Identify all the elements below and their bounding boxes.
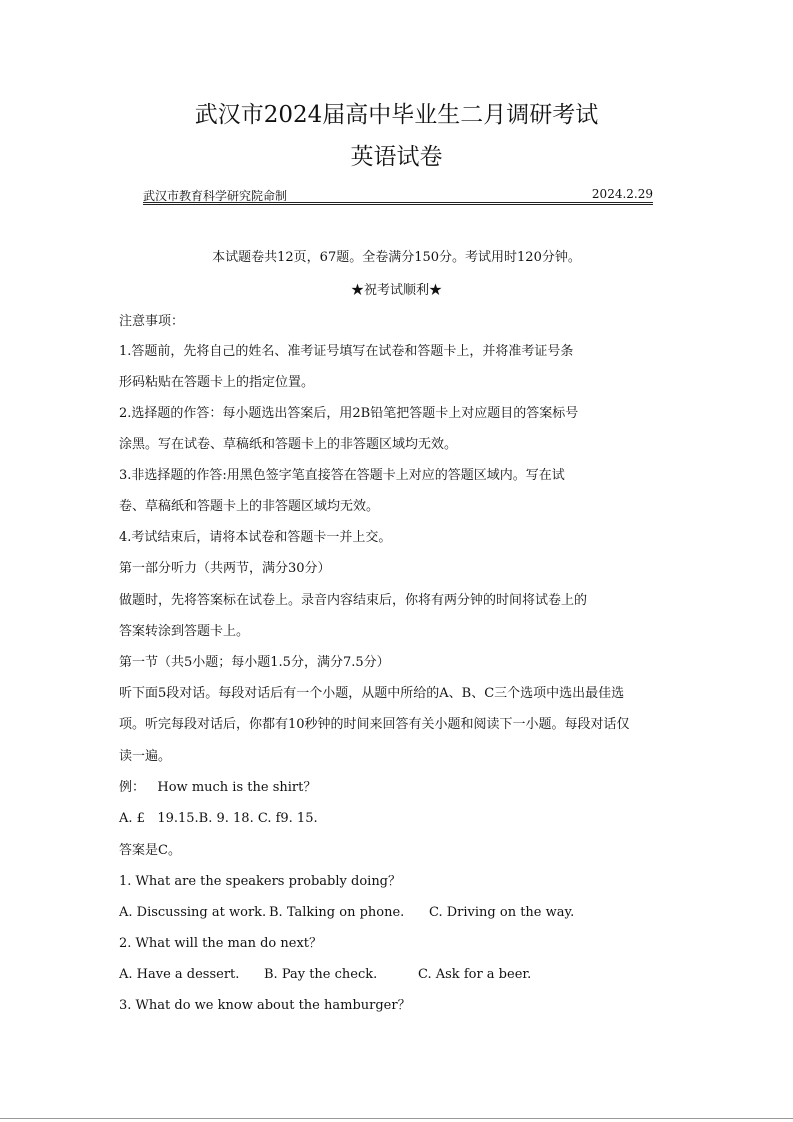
notice-heading: 注意事项：	[119, 314, 185, 329]
option-b: B. Talking on phone.	[269, 905, 405, 920]
header-bar	[143, 187, 653, 203]
note-line: 卷、草稿纸和答题卡上的非答题区域均无效。	[119, 499, 380, 514]
section1-instruction: 项。听完每段对话后，你都有10秒钟的时间来回答有关小题和阅读下一小题。每段对话仅	[119, 717, 630, 732]
option-a: A. Have a dessert.	[119, 967, 240, 982]
option-c: C. Ask for a beer.	[418, 967, 532, 982]
exam-summary: 本试题卷共12页，67题。全卷满分150分。考试用时120分钟。	[212, 250, 581, 265]
publisher-label: 武汉市教育科学研究院命制	[143, 189, 288, 203]
note-line: 4.考试结束后，请将本试卷和答题卡一并上交。	[119, 530, 392, 545]
good-luck-line: ★祝考试顺利★	[350, 283, 442, 298]
section1-heading: 第一节（共5小题；每小题1.5分，满分7.5分）	[119, 655, 390, 670]
question-stem: 3. What do we know about the hamburger？	[119, 998, 411, 1013]
note-line: 1.答题前，先将自己的姓名、准考证号填写在试卷和答题卡上，并将准考证号条	[119, 344, 574, 359]
page-bottom-edge	[0, 1118, 793, 1119]
section1-instruction: 听下面5段对话。每段对话后有一个小题，从题中所给的A、B、C三个选项中选出最佳选	[119, 686, 625, 701]
example-answer: 答案是C。	[119, 843, 181, 858]
part1-instruction: 做题时，先将答案标在试卷上。录音内容结束后，你将有两分钟的时间将试卷上的	[119, 593, 588, 608]
exam-date: 2024.2.29	[591, 187, 653, 201]
option-a: A. Discussing at work.	[119, 905, 267, 920]
note-line: 涂黑。写在试卷、草稿纸和答题卡上的非答题区域均无效。	[119, 437, 458, 452]
option-b: B. Pay the check.	[264, 967, 378, 982]
exam-title: 武汉市2024届高中毕业生二月调研考试	[194, 102, 599, 128]
option-c: C. Driving on the way.	[429, 905, 575, 920]
question-stem: 1. What are the speakers probably doing？	[119, 874, 402, 889]
example-options: A. £ 19.15.B. 9. 18. C. f9. 15.	[119, 811, 318, 826]
paper-subtitle: 英语试卷	[350, 144, 443, 170]
example-question: 例： How much is the shirt？	[119, 780, 317, 795]
note-line: 2.选择题的作答：每小题选出答案后，用2B铅笔把答题卡上对应题目的答案标号	[119, 406, 579, 421]
header-divider	[143, 204, 653, 205]
part1-heading: 第一部分听力（共两节，满分30分）	[119, 561, 331, 576]
part1-instruction: 答案转涂到答题卡上。	[119, 624, 250, 639]
note-line: 形码粘贴在答题卡上的指定位置。	[119, 375, 315, 390]
question-stem: 2. What will the man do next？	[119, 936, 323, 951]
section1-instruction: 读一遍。	[119, 749, 172, 764]
note-line: 3.非选择题的作答:用黑色签字笔直接答在答题卡上对应的答题区域内。写在试	[119, 468, 565, 483]
